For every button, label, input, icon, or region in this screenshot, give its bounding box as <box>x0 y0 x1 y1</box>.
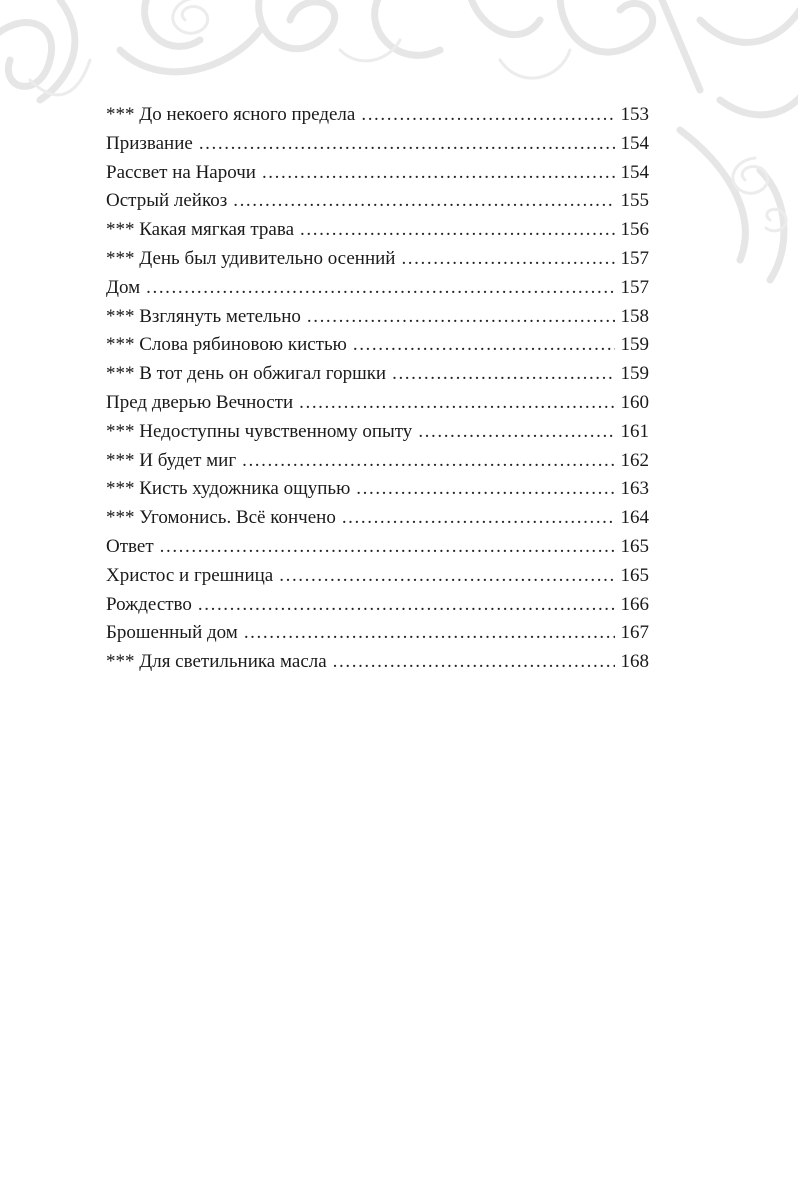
toc-entry-page: 168 <box>620 651 649 673</box>
toc-entry-page: 156 <box>620 219 649 241</box>
toc-entry-title: *** Взглянуть метельно <box>106 305 301 327</box>
dot-leader <box>342 504 615 533</box>
toc-entry-title: *** До некоего ясного предела <box>106 104 356 125</box>
toc-entry-title: *** Угомонись. Всё кончено <box>106 507 336 529</box>
toc-entry-page: 166 <box>620 593 649 615</box>
toc-entry[interactable] <box>106 447 649 476</box>
toc-entry[interactable] <box>106 648 649 677</box>
toc-entry-title: Призвание <box>106 132 193 154</box>
toc-entry-title: Дом <box>106 276 141 298</box>
toc-entry-title: Рождество <box>106 593 192 615</box>
toc-entry-title: *** Слова рябиновою кистью <box>106 334 347 356</box>
dot-leader <box>146 274 614 303</box>
toc-entry-page: 165 <box>620 564 649 586</box>
dot-leader <box>279 562 614 591</box>
dot-leader <box>242 447 614 476</box>
toc-entry[interactable] <box>106 101 649 130</box>
toc-entry[interactable] <box>106 360 649 389</box>
toc-entry-title: *** Для светильника масла <box>106 651 327 673</box>
dot-leader <box>401 245 614 274</box>
toc-entry[interactable] <box>106 331 649 360</box>
toc-entry-page: 153 <box>620 104 649 125</box>
toc-entry-page: 158 <box>620 305 649 327</box>
toc-entry[interactable] <box>106 418 649 447</box>
toc-entry-title: Рассвет на Нарочи <box>106 161 256 183</box>
toc-entry-title: *** Недоступны чувственному опыту <box>106 420 413 442</box>
dot-leader <box>233 187 614 216</box>
toc-entry-title: *** День был удивительно осенний <box>106 247 396 269</box>
toc-entry-title: Острый лейкоз <box>106 190 228 212</box>
toc-entry[interactable] <box>106 274 649 303</box>
toc-entry-page: 165 <box>620 535 649 557</box>
toc-entry-title: Пред дверью Вечности <box>106 391 294 413</box>
toc-entry-title: *** В тот день он обжигал горшки <box>106 363 387 385</box>
toc-entry-title: *** И будет миг <box>106 449 237 471</box>
toc-entry-page: 167 <box>620 622 649 644</box>
toc-entry-page: 154 <box>620 132 649 154</box>
dot-leader <box>333 648 615 677</box>
toc-entry-page: 159 <box>620 363 649 385</box>
toc-entry[interactable] <box>106 216 649 245</box>
dot-leader <box>307 303 615 332</box>
dot-leader <box>353 331 615 360</box>
toc-entry[interactable] <box>106 303 649 332</box>
toc-entry[interactable] <box>106 504 649 533</box>
toc-entry-page: 157 <box>620 276 649 298</box>
dot-leader <box>244 619 615 648</box>
toc-entry[interactable] <box>106 187 649 216</box>
dot-leader <box>299 389 614 418</box>
toc-entry[interactable] <box>106 591 649 620</box>
dot-leader <box>361 101 614 130</box>
toc-entry-title: *** Какая мягкая трава <box>106 219 295 241</box>
dot-leader <box>418 418 614 447</box>
toc-entry-page: 159 <box>620 334 649 356</box>
dot-leader <box>262 159 615 188</box>
dot-leader <box>392 360 614 389</box>
table-of-contents <box>106 101 649 677</box>
dot-leader <box>300 216 614 245</box>
toc-entry[interactable] <box>106 389 649 418</box>
toc-entry-page: 163 <box>620 478 649 500</box>
toc-entry[interactable] <box>106 533 649 562</box>
dot-leader <box>160 533 615 562</box>
toc-entry-title: Ответ <box>106 535 154 557</box>
toc-entry[interactable] <box>106 130 649 159</box>
dot-leader <box>356 475 614 504</box>
toc-entry[interactable] <box>106 562 649 591</box>
toc-entry[interactable] <box>106 245 649 274</box>
toc-entry-page: 162 <box>620 449 649 471</box>
toc-entry[interactable] <box>106 475 649 504</box>
toc-entry-page: 164 <box>620 507 649 529</box>
toc-entry-page: 155 <box>620 190 649 212</box>
toc-entry-title: Христос и грешница <box>106 564 274 586</box>
toc-entry[interactable] <box>106 159 649 188</box>
dot-leader <box>199 130 615 159</box>
dot-leader <box>198 591 615 620</box>
toc-entry-title: Брошенный дом <box>106 622 238 644</box>
toc-entry[interactable] <box>106 619 649 648</box>
toc-entry-page: 154 <box>620 161 649 183</box>
toc-entry-page: 157 <box>620 247 649 269</box>
toc-entry-page: 161 <box>620 420 649 442</box>
toc-entry-title: *** Кисть художника ощупью <box>106 478 351 500</box>
toc-entry-page: 160 <box>620 391 649 413</box>
